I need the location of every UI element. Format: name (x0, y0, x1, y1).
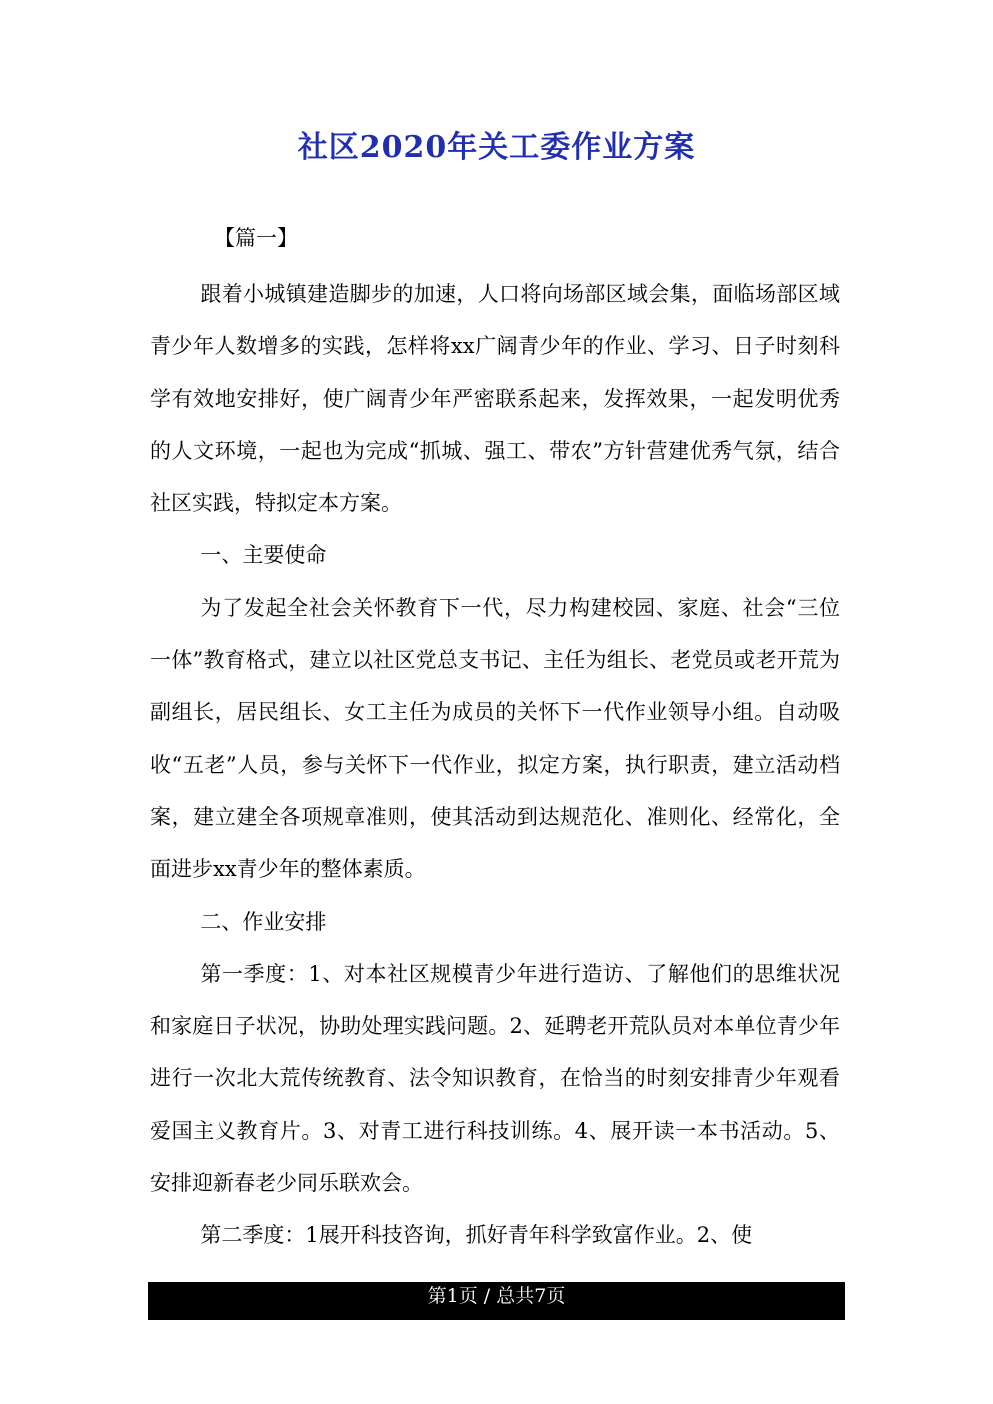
document-body (150, 268, 840, 1262)
paragraph-mission: 为了发起全社会关怀教育下一代，尽力构建校园、家庭、社会“三位一体”教育格式，建立以社区党总支书记、主任为组长、老党员或老开荒为副组长，居民组长、女工主任为成员的关怀下一代作业领导小组。自动吸收“五老”人员，参与关怀下一代作业，拟定方案，执行职责，建立活动档案，建立建全各项规章准则，使其活动到达规范化、准则化、经常化，全面进步xx青少年的整体素质。 (150, 595, 840, 882)
paragraph-first-quarter: 第一季度：1、对本社区规模青少年进行造访、了解他们的思维状况和家庭日子状况，协助处理实践问题。2、延聘老开荒队员对本单位青少年进行一次北大荒传统教育、法令知识教育，在恰当的时刻安排青少年观看爱国主义教育片。3、对青工进行科技训练。4、展开读一本书活动。5、安排迎新春老少同乐联欢会。 (150, 961, 840, 1196)
document-title: 社区2020年关工委作业方案 (297, 130, 696, 165)
page-footer-bar (148, 1282, 845, 1320)
section-label: 【篇一】 (214, 226, 298, 250)
heading-work-arrangement: 二、作业安排 (200, 909, 327, 934)
heading-main-mission: 一、主要使命 (200, 543, 327, 568)
page-indicator: 第1页 / 总共7页 (427, 1285, 566, 1307)
paragraph-intro: 跟着小城镇建造脚步的加速，人口将向场部区域会集，面临场部区域青少年人数增多的实践，怎样将xx广阔青少年的作业、学习、日子时刻科学有效地安排好，使广阔青少年严密联系起来，发挥效果，一起发明优秀的人文环境，一起也为完成“抓城、强工、带农”方针营建优秀气氛，结合社区实践，特拟定本方案。 (150, 282, 840, 516)
paragraph-second-quarter: 第二季度：1展开科技咨询，抓好青年科学致富作业。2、使 (200, 1223, 753, 1248)
